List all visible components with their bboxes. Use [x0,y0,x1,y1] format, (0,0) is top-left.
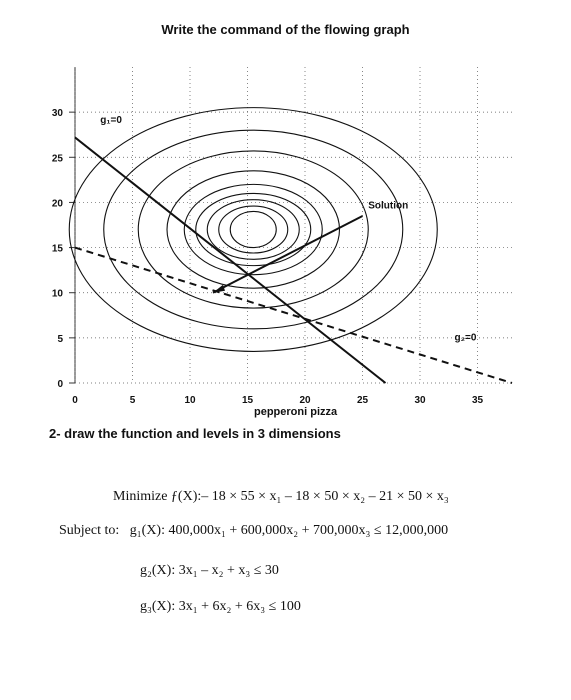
constraint-g1 [59,523,448,539]
solution-arrowhead [213,285,225,293]
solution-label: Solution [368,200,409,212]
objective-function: Minimize ƒ(X):– 18 × 55 × x₁ – 18 × 50 × x₂ – 21 × 50 × x₃ [113,489,449,504]
axis-ticks [52,108,484,406]
contour-ring [184,184,322,274]
subject-to-label: Subject to: [59,523,120,538]
contour-ring [230,211,276,247]
contour-ring [219,206,288,253]
contour-rings [69,108,437,352]
x-tick-label: 20 [299,395,311,406]
x-axis-label: pepperoni pizza [254,406,338,418]
contour-ring [104,130,403,329]
y-tick-label: 30 [51,108,63,120]
g1-label: g₁=0 [100,114,122,126]
plot-grid [75,67,512,383]
x-tick-label: 30 [414,395,426,406]
y-tick-label: 0 [57,379,63,390]
x-tick-label: 35 [471,395,484,406]
y-tick-label: 5 [57,333,63,345]
constraint-g2: g₂(X): 3x₁ – x₂ + x₃ ≤ 30 [140,563,279,578]
page-title: Write the command of the flowing graph [161,22,410,37]
constraint-g2-line [75,248,512,383]
x-tick-label: 10 [184,395,196,406]
y-tick-label: 20 [51,198,63,210]
contour-ring [196,193,311,265]
x-tick-label: 0 [72,395,78,406]
x-tick-label: 5 [129,395,136,406]
y-tick-label: 10 [51,288,63,300]
y-tick-label: 25 [51,153,63,165]
y-tick-label: 15 [51,243,63,255]
contour-ring [207,200,299,260]
constraint-g1-text: g₁(X): 400,000x₁ + 600,000x₂ + 700,000x₃ ≤ 12,000,000 [129,523,449,538]
constraint-lines [75,137,512,383]
contour-ring [69,108,437,352]
constraint-g1-line [75,137,386,383]
x-tick-label: 15 [241,395,254,406]
annotations [100,115,477,344]
task-two-text: 2- draw the function and levels in 3 dimensions [49,426,341,441]
g2-label: g₂=0 [454,332,477,344]
contour-ring [138,151,368,308]
constraint-g3: g₃(X): 3x₁ + 6x₂ + 6x₃ ≤ 100 [140,599,301,614]
x-tick-label: 25 [356,395,369,406]
